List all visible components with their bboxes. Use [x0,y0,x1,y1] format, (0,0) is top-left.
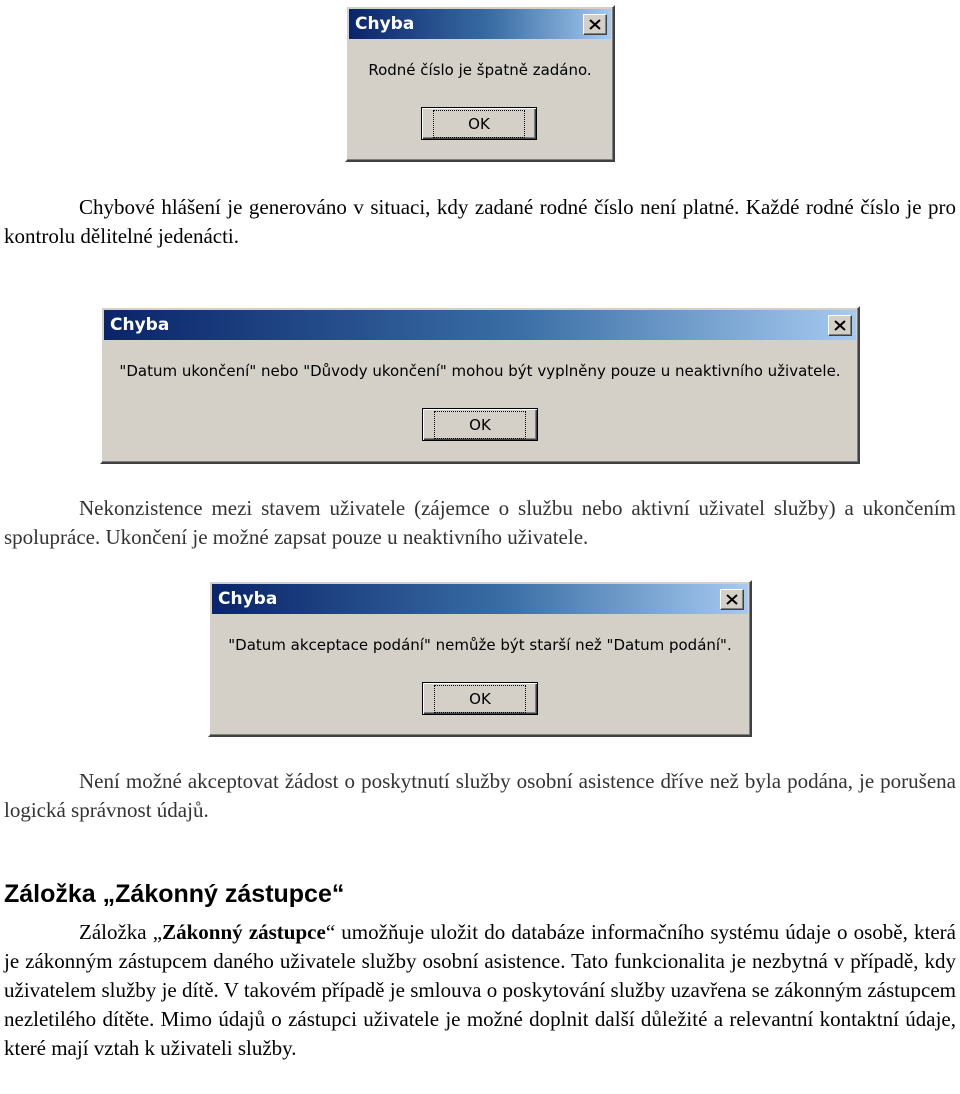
ok-button-label: OK [439,416,521,434]
paragraph-birth-number-error: Chybové hlášení je generováno v situaci, kdy zadané rodné číslo není platné. Každé rodné číslo je pro kontrolu dělitelné jedenácti. [4,195,956,248]
close-button[interactable] [583,14,607,35]
intro-bold-term: Zákonný zástupce [162,920,326,944]
close-button[interactable] [828,315,852,336]
ok-button[interactable] [421,107,537,140]
paragraph-acceptance-error: Není možné akceptovat žádost o poskytnutí služby osobní asistence dříve než byla podána, je porušena logická správnost údajů. [4,769,956,822]
intro-prefix: Záložka „ [79,920,163,944]
close-icon [834,320,846,331]
intro-rest: “ umožňuje uložit do databáze informačního systému údaje o osobě, která je zákonným zástupcem daného uživatele služby osobní asistence. Tato funkcionalita je nezbytná v případě, kdy uživatelem služby je dítě. V takovém případě je smlouva o poskytování služby uzavřena se zákonným zástupcem nezletilého dítěte. Mimo údajů o zástupci uživatele je možné doplnit další důležité a relevantní kontaktní údaje, které mají vztah k uživateli služby. [4,920,956,1060]
close-button[interactable] [720,589,744,610]
close-icon [726,594,738,605]
dialog-titlebar[interactable] [104,310,856,340]
dialog-message: "Datum akceptace podání" nemůže být starší než "Datum podání". [228,636,732,654]
ok-button[interactable] [422,682,538,715]
dialog-title: Chyba [355,14,415,34]
ok-button-label: OK [438,115,520,133]
dialog-titlebar[interactable] [212,584,748,614]
dialog-title: Chyba [110,315,170,335]
ok-button[interactable] [422,408,538,441]
error-dialog-birth-number [345,5,615,162]
error-dialog-acceptance-date [208,580,752,737]
dialog-titlebar[interactable] [349,9,611,39]
section-intro-paragraph [4,918,956,1063]
dialog-title: Chyba [218,589,278,609]
close-icon [589,19,601,30]
ok-button-label: OK [439,690,521,708]
dialog-message: "Datum ukončení" nebo "Důvody ukončení" mohou být vyplněny pouze u neaktivního uživatele. [119,362,841,380]
paragraph-termination-error: Nekonzistence mezi stavem uživatele (zájemce o službu nebo aktivní uživatel služby) a ukončením spolupráce. Ukončení je možné zapsat pouze u neaktivního uživatele. [4,496,956,549]
dialog-message: Rodné číslo je špatně zadáno. [368,61,592,79]
section-heading: Záložka „Zákonný zástupce“ [4,880,345,908]
error-dialog-termination [100,306,860,464]
